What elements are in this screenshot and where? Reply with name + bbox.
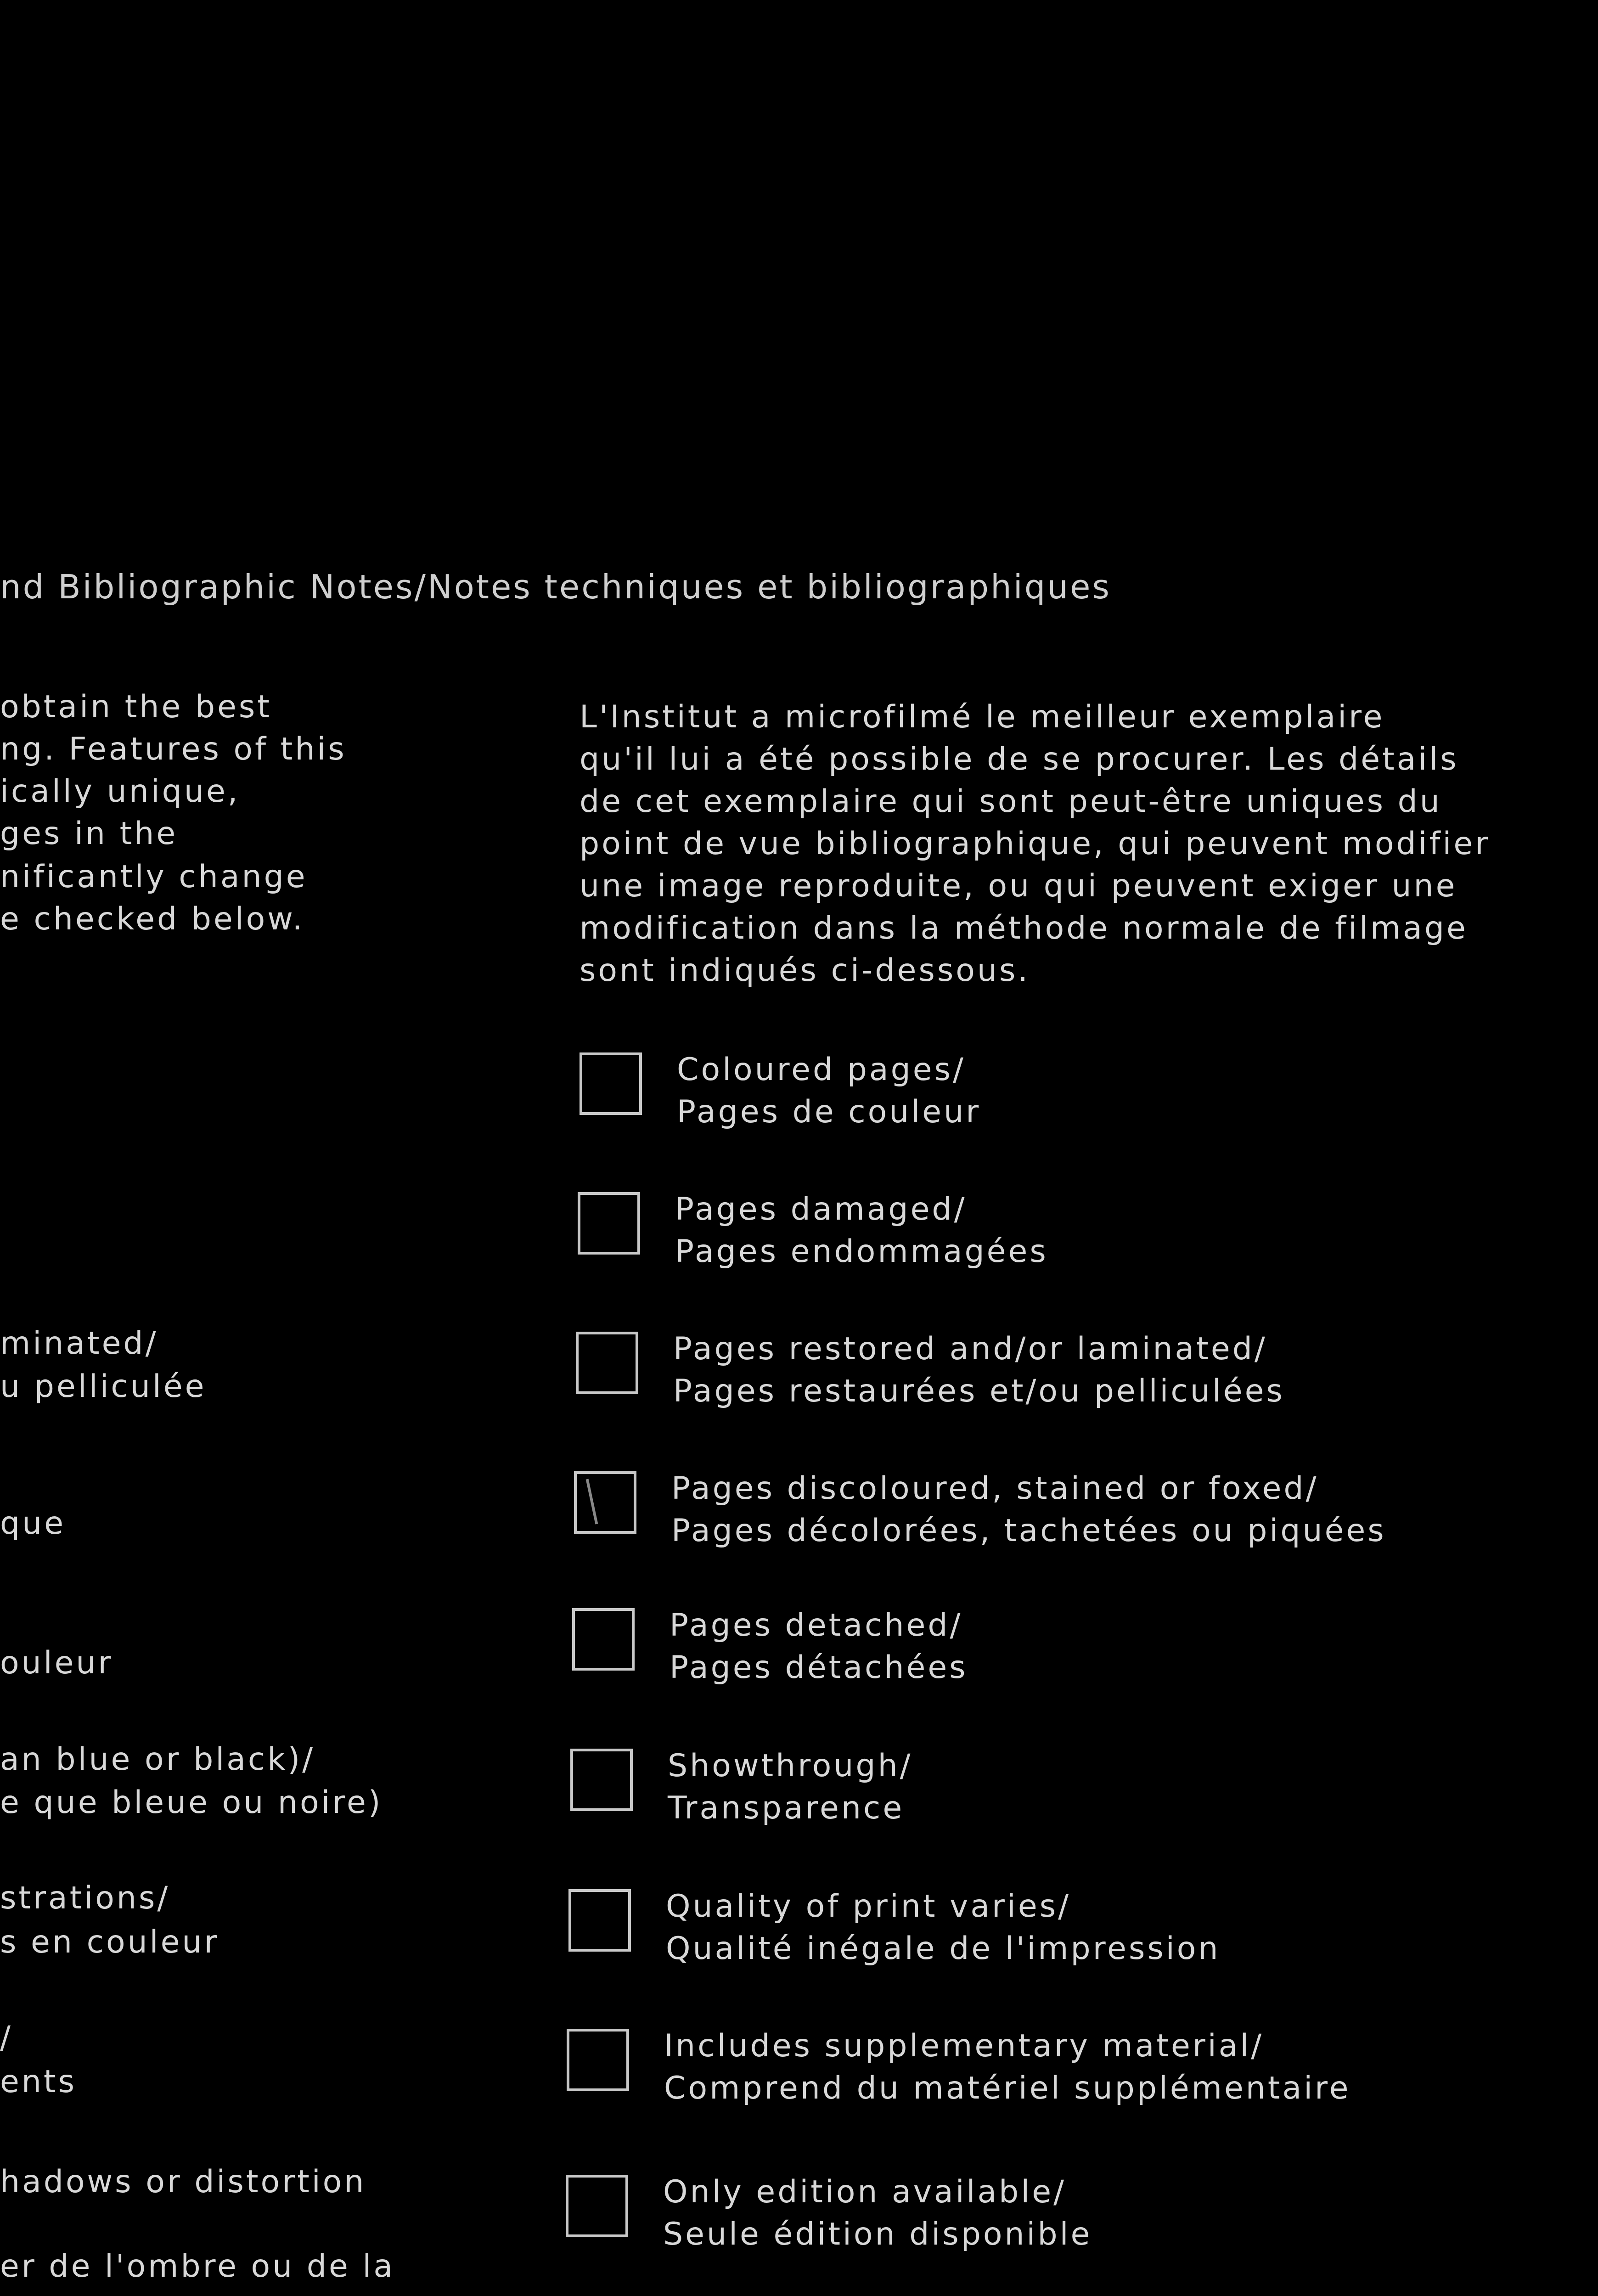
label-en: Only edition available/ xyxy=(663,2174,1066,2210)
left-text-line: s en couleur xyxy=(0,1924,219,1960)
checklist-item-label xyxy=(666,1885,1220,1970)
label-fr: Pages endommagées xyxy=(675,1233,1048,1270)
label-en: Coloured pages/ xyxy=(677,1052,966,1088)
checkbox-checked[interactable] xyxy=(574,1471,636,1534)
label-fr: Seule édition disponible xyxy=(663,2216,1092,2252)
paragraph-line: modification dans la méthode normale de filmage xyxy=(580,910,1468,946)
left-text-line: ges in the xyxy=(0,816,178,852)
checkbox[interactable] xyxy=(567,2029,629,2091)
label-fr: Transparence xyxy=(668,1790,905,1826)
checklist-item-label xyxy=(663,2171,1092,2256)
checklist-item-supplementary-material xyxy=(567,2025,1577,2106)
checklist-item-label xyxy=(677,1049,981,1133)
paragraph-line: point de vue bibliographique, qui peuvent modifier xyxy=(580,826,1491,862)
label-en: Showthrough/ xyxy=(668,1748,913,1784)
checklist-item-label xyxy=(664,2025,1350,2110)
label-fr: Comprend du matériel supplémentaire xyxy=(664,2070,1351,2106)
page-header: nd Bibliographic Notes/Notes techniques et bibliographiques xyxy=(0,568,1111,606)
left-text-line: ng. Features of this xyxy=(0,731,347,767)
left-text-line: an blue or black)/ xyxy=(0,1741,315,1778)
label-en: Pages detached/ xyxy=(670,1607,963,1643)
checklist-item-coloured-pages xyxy=(580,1049,1590,1130)
checkbox[interactable] xyxy=(572,1608,635,1671)
left-text-line: u pelliculée xyxy=(0,1368,207,1405)
intro-paragraph xyxy=(580,696,1590,992)
label-fr: Pages de couleur xyxy=(677,1094,981,1130)
checklist-item-label xyxy=(673,1328,1285,1412)
checkbox[interactable] xyxy=(576,1332,638,1394)
left-text-line: e que bleue ou noire) xyxy=(0,1784,383,1821)
label-fr: Pages décolorées, tachetées ou piquées xyxy=(671,1513,1386,1549)
label-en: Quality of print varies/ xyxy=(666,1888,1071,1925)
checklist-item-pages-damaged xyxy=(578,1188,1588,1270)
checkbox[interactable] xyxy=(578,1192,640,1255)
label-fr: Pages restaurées et/ou pelliculées xyxy=(673,1373,1285,1409)
left-text-line: nificantly change xyxy=(0,859,308,895)
left-text-line: minated/ xyxy=(0,1325,158,1362)
label-en: Includes supplementary material/ xyxy=(664,2028,1264,2064)
paragraph-line: sont indiqués ci-dessous. xyxy=(580,952,1030,989)
label-en: Pages restored and/or laminated/ xyxy=(673,1331,1267,1367)
checklist-item-only-edition xyxy=(566,2171,1576,2252)
paragraph-line: qu'il lui a été possible de se procurer. Les détails xyxy=(580,741,1459,777)
checklist-item-pages-discoloured xyxy=(574,1468,1584,1549)
paragraph-line: L'Institut a microfilmé le meilleur exemplaire xyxy=(580,699,1385,735)
checkbox[interactable] xyxy=(566,2175,628,2237)
checklist-item-pages-detached xyxy=(572,1604,1582,1686)
label-fr: Pages détachées xyxy=(670,1649,968,1686)
checklist-item-label xyxy=(675,1188,1048,1273)
checkbox[interactable] xyxy=(570,1749,633,1811)
left-text-line: er de l'ombre ou de la xyxy=(0,2248,395,2285)
left-text-line: obtain the best xyxy=(0,689,272,725)
label-fr: Qualité inégale de l'impression xyxy=(666,1930,1221,1967)
left-text-line: strations/ xyxy=(0,1880,170,1916)
paragraph-line: une image reproduite, ou qui peuvent exiger une xyxy=(580,868,1457,904)
left-text-line: e checked below. xyxy=(0,901,305,937)
checklist-item-label xyxy=(671,1468,1386,1552)
left-text-line: hadows or distortion xyxy=(0,2164,366,2200)
checklist-item-print-quality xyxy=(568,1885,1579,1967)
left-text-line: ically unique, xyxy=(0,773,240,810)
checklist-item-showthrough xyxy=(570,1745,1581,1826)
paragraph-line: de cet exemplaire qui sont peut-être uniques du xyxy=(580,783,1442,820)
check-mark-icon xyxy=(586,1479,598,1524)
checkbox[interactable] xyxy=(568,1889,631,1952)
checklist-item-label xyxy=(670,1604,968,1689)
label-en: Pages discoloured, stained or foxed/ xyxy=(671,1470,1319,1507)
checklist-item-label xyxy=(668,1745,913,1829)
left-text-line: ents xyxy=(0,2064,77,2100)
left-text-line: que xyxy=(0,1505,66,1542)
label-en: Pages damaged/ xyxy=(675,1191,967,1227)
checkbox[interactable] xyxy=(580,1052,642,1115)
checklist-item-pages-restored xyxy=(576,1328,1586,1409)
left-text-line: ouleur xyxy=(0,1645,113,1681)
left-text-line: / xyxy=(0,2020,13,2056)
left-column xyxy=(0,0,551,2296)
